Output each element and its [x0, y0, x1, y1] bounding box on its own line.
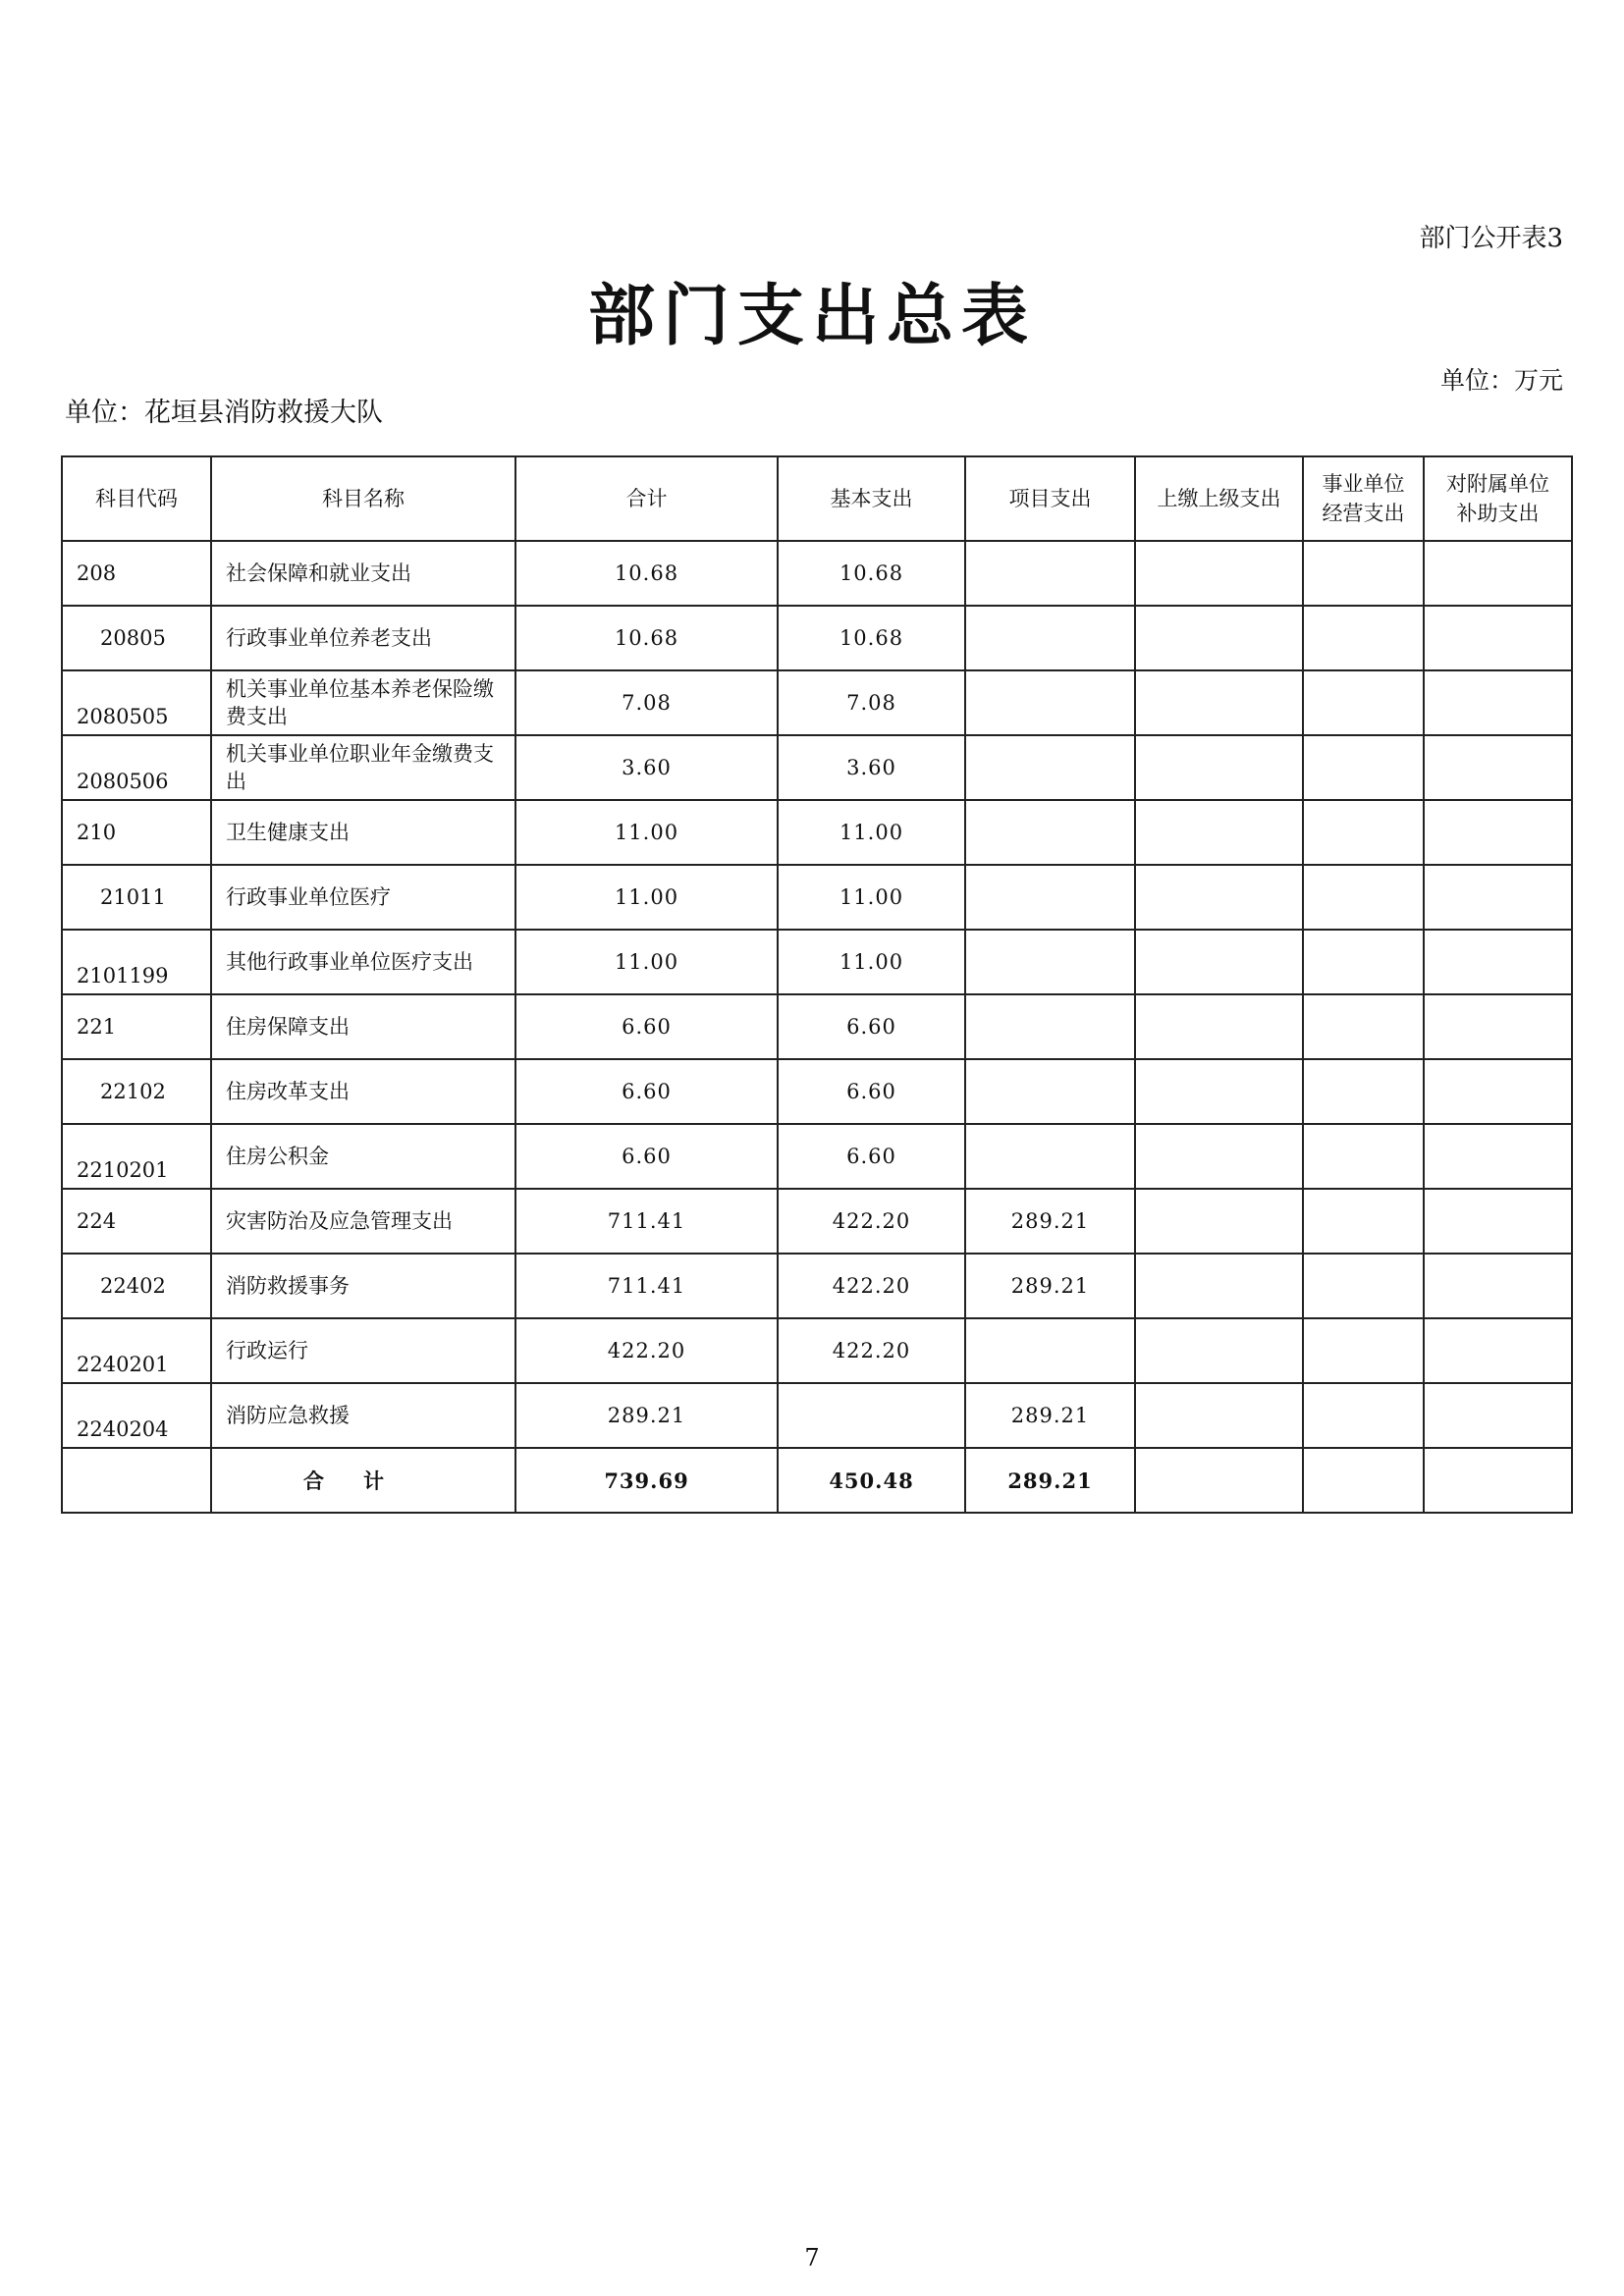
- row-code: [62, 800, 211, 865]
- row-code: [62, 1254, 211, 1318]
- col-header-basic: 基本支出: [778, 456, 965, 541]
- row-name: 社会保障和就业支出: [211, 541, 515, 606]
- page-number: 7: [804, 2244, 820, 2271]
- row-business: [1303, 865, 1424, 930]
- row-subsidy: [1424, 606, 1572, 670]
- table-row: [62, 1059, 1572, 1124]
- row-code-text: 2240201: [77, 1353, 169, 1376]
- row-code: [62, 606, 211, 670]
- row-code: [62, 541, 211, 606]
- organization-unit: 单位：花垣县消防救援大队: [65, 398, 383, 428]
- row-name: 机关事业单位职业年金缴费支出: [211, 735, 515, 800]
- row-code: [62, 735, 211, 800]
- row-subsidy: [1424, 994, 1572, 1059]
- row-subsidy: [1424, 670, 1572, 735]
- table-row: [62, 800, 1572, 865]
- currency-unit: 单位：万元: [1439, 366, 1563, 395]
- row-code: [62, 865, 211, 930]
- row-name: 住房公积金: [211, 1124, 515, 1189]
- total-code: [62, 1448, 211, 1513]
- row-code: [62, 1124, 211, 1189]
- row-code: [62, 670, 211, 735]
- row-upper: [1135, 1383, 1303, 1448]
- row-basic: 7.08: [778, 670, 965, 735]
- row-business: [1303, 930, 1424, 994]
- row-project: [965, 1318, 1135, 1383]
- row-total: 11.00: [515, 930, 778, 994]
- row-subsidy: [1424, 930, 1572, 994]
- row-business: [1303, 670, 1424, 735]
- table-row: [62, 735, 1572, 800]
- row-code-text: 22402: [100, 1274, 166, 1298]
- row-basic: 10.68: [778, 606, 965, 670]
- total-basic: 450.48: [778, 1448, 965, 1513]
- row-basic: 11.00: [778, 865, 965, 930]
- col-header-subsidy: [1424, 456, 1572, 541]
- row-basic: 11.00: [778, 930, 965, 994]
- row-project: [965, 1059, 1135, 1124]
- col-header-code: 科目代码: [62, 456, 211, 541]
- row-project: 289.21: [965, 1383, 1135, 1448]
- col-header-subsidy-line2: 补助支出: [1456, 502, 1540, 525]
- row-subsidy: [1424, 735, 1572, 800]
- table-row: [62, 1189, 1572, 1254]
- row-name: 灾害防治及应急管理支出: [211, 1189, 515, 1254]
- row-upper: [1135, 735, 1303, 800]
- table-row: [62, 670, 1572, 735]
- row-name: 卫生健康支出: [211, 800, 515, 865]
- row-subsidy: [1424, 541, 1572, 606]
- row-total: 3.60: [515, 735, 778, 800]
- row-total: 289.21: [515, 1383, 778, 1448]
- row-code: [62, 930, 211, 994]
- table-row: [62, 1383, 1572, 1448]
- row-subsidy: [1424, 865, 1572, 930]
- row-basic: 422.20: [778, 1318, 965, 1383]
- row-subsidy: [1424, 1318, 1572, 1383]
- row-business: [1303, 1124, 1424, 1189]
- row-name: 其他行政事业单位医疗支出: [211, 930, 515, 994]
- row-code-text: 21011: [100, 885, 166, 909]
- row-project: [965, 800, 1135, 865]
- row-business: [1303, 1189, 1424, 1254]
- row-business: [1303, 1254, 1424, 1318]
- row-upper: [1135, 1189, 1303, 1254]
- row-basic: 3.60: [778, 735, 965, 800]
- total-upper: [1135, 1448, 1303, 1513]
- row-total: 6.60: [515, 1059, 778, 1124]
- row-total: 422.20: [515, 1318, 778, 1383]
- row-basic: 11.00: [778, 800, 965, 865]
- row-project: [965, 735, 1135, 800]
- row-name: 行政事业单位养老支出: [211, 606, 515, 670]
- table-row: [62, 865, 1572, 930]
- row-upper: [1135, 1318, 1303, 1383]
- row-business: [1303, 800, 1424, 865]
- row-name: 机关事业单位基本养老保险缴费支出: [211, 670, 515, 735]
- row-name: 住房保障支出: [211, 994, 515, 1059]
- row-upper: [1135, 930, 1303, 994]
- row-upper: [1135, 865, 1303, 930]
- total-project: 289.21: [965, 1448, 1135, 1513]
- row-code: [62, 1189, 211, 1254]
- row-code: [62, 1059, 211, 1124]
- col-header-subsidy-line1: 对附属单位: [1446, 472, 1549, 496]
- row-upper: [1135, 541, 1303, 606]
- total-subsidy: [1424, 1448, 1572, 1513]
- form-number: 部门公开表3: [1419, 224, 1563, 253]
- row-basic: 6.60: [778, 1059, 965, 1124]
- table-row: [62, 1254, 1572, 1318]
- row-code: [62, 1383, 211, 1448]
- col-header-business: [1303, 456, 1424, 541]
- row-subsidy: [1424, 1189, 1572, 1254]
- row-upper: [1135, 606, 1303, 670]
- row-code: [62, 1318, 211, 1383]
- table-row: [62, 994, 1572, 1059]
- table-row: [62, 541, 1572, 606]
- table-header-row: [62, 456, 1572, 541]
- row-total: 11.00: [515, 865, 778, 930]
- row-business: [1303, 735, 1424, 800]
- table-row: [62, 606, 1572, 670]
- row-code-text: 221: [77, 1015, 117, 1039]
- row-subsidy: [1424, 800, 1572, 865]
- row-upper: [1135, 994, 1303, 1059]
- page-title: 部门支出总表: [587, 277, 1036, 355]
- row-total: 6.60: [515, 994, 778, 1059]
- row-name: 行政事业单位医疗: [211, 865, 515, 930]
- row-code-text: 208: [77, 561, 117, 585]
- row-name: 行政运行: [211, 1318, 515, 1383]
- row-project: [965, 994, 1135, 1059]
- row-total: 7.08: [515, 670, 778, 735]
- row-project: [965, 865, 1135, 930]
- row-project: 289.21: [965, 1189, 1135, 1254]
- table-row: [62, 930, 1572, 994]
- col-header-name: 科目名称: [211, 456, 515, 541]
- total-row: [62, 1448, 1572, 1513]
- expenditure-table: [61, 455, 1573, 1514]
- row-code-text: 2080506: [77, 770, 169, 793]
- row-total: 711.41: [515, 1189, 778, 1254]
- row-project: [965, 670, 1135, 735]
- col-header-project: 项目支出: [965, 456, 1135, 541]
- col-header-total: 合计: [515, 456, 778, 541]
- row-project: [965, 606, 1135, 670]
- col-header-upper: 上缴上级支出: [1135, 456, 1303, 541]
- table-row: [62, 1318, 1572, 1383]
- row-upper: [1135, 800, 1303, 865]
- row-upper: [1135, 1124, 1303, 1189]
- row-code-text: 2240204: [77, 1417, 169, 1441]
- row-basic: 6.60: [778, 994, 965, 1059]
- row-basic: [778, 1383, 965, 1448]
- row-business: [1303, 1318, 1424, 1383]
- row-total: 11.00: [515, 800, 778, 865]
- row-code-text: 2210201: [77, 1158, 169, 1182]
- row-business: [1303, 606, 1424, 670]
- total-label: 合计: [211, 1448, 515, 1513]
- row-code-text: 20805: [100, 626, 166, 650]
- row-upper: [1135, 1059, 1303, 1124]
- row-subsidy: [1424, 1059, 1572, 1124]
- row-project: [965, 1124, 1135, 1189]
- row-subsidy: [1424, 1124, 1572, 1189]
- row-code-text: 2101199: [77, 964, 169, 988]
- row-code: [62, 994, 211, 1059]
- row-name: 消防应急救援: [211, 1383, 515, 1448]
- col-header-business-line1: 事业单位: [1322, 472, 1405, 496]
- row-business: [1303, 541, 1424, 606]
- row-upper: [1135, 670, 1303, 735]
- row-project: 289.21: [965, 1254, 1135, 1318]
- row-code-text: 2080505: [77, 705, 169, 728]
- row-business: [1303, 1059, 1424, 1124]
- row-code-text: 22102: [100, 1080, 166, 1103]
- row-total: 10.68: [515, 606, 778, 670]
- row-project: [965, 930, 1135, 994]
- row-name: 消防救援事务: [211, 1254, 515, 1318]
- row-basic: 422.20: [778, 1254, 965, 1318]
- row-code-text: 210: [77, 821, 117, 844]
- row-code-text: 224: [77, 1209, 117, 1233]
- row-basic: 6.60: [778, 1124, 965, 1189]
- row-subsidy: [1424, 1383, 1572, 1448]
- row-business: [1303, 994, 1424, 1059]
- table-row: [62, 1124, 1572, 1189]
- row-subsidy: [1424, 1254, 1572, 1318]
- row-name: 住房改革支出: [211, 1059, 515, 1124]
- row-total: 6.60: [515, 1124, 778, 1189]
- row-basic: 10.68: [778, 541, 965, 606]
- total-business: [1303, 1448, 1424, 1513]
- row-upper: [1135, 1254, 1303, 1318]
- total-total: 739.69: [515, 1448, 778, 1513]
- row-project: [965, 541, 1135, 606]
- row-basic: 422.20: [778, 1189, 965, 1254]
- row-business: [1303, 1383, 1424, 1448]
- row-total: 10.68: [515, 541, 778, 606]
- col-header-business-line2: 经营支出: [1322, 502, 1405, 525]
- row-total: 711.41: [515, 1254, 778, 1318]
